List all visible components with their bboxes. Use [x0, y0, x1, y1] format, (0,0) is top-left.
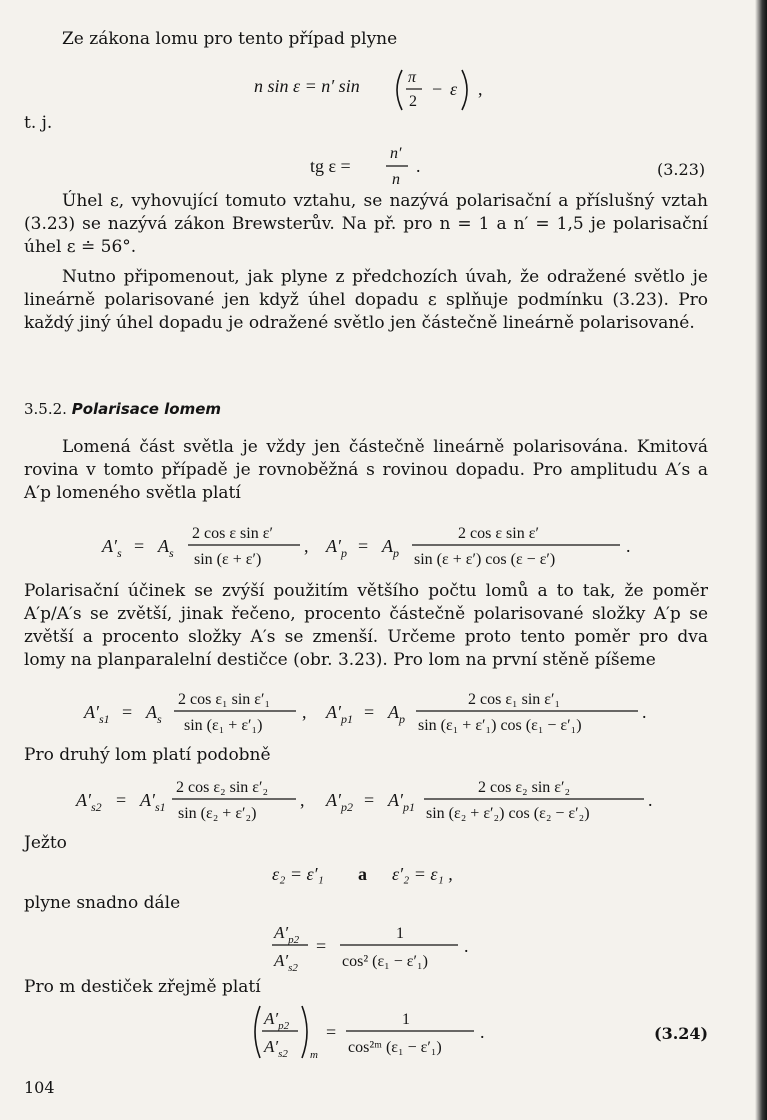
svg-text:1: 1 — [396, 925, 404, 942]
svg-text:ε: ε — [450, 79, 458, 99]
svg-text:A′s1: $A'_{s1}$ — [84, 702, 110, 726]
svg-text:1: 1 — [402, 1011, 410, 1028]
paragraph-lomena: Lomená část světla je vždy jen částečně lineárně polarisována. Kmitová rovina v tomto případě je rovnoběžná s rovinou dopadu. Pro amplitudu A′s a A′p lomeného světla platí — [24, 437, 708, 503]
label-3-24: (3.24) — [654, 1024, 709, 1043]
svg-text:=: = — [122, 702, 133, 722]
svg-text:.: . — [626, 536, 631, 556]
svg-text:A′s2: $A'_{s2}$ — [76, 790, 102, 814]
svg-text:ε′₂ = ε₁ ,: ε′₂ = ε₁ , — [392, 864, 453, 884]
paragraph-druhy: Pro druhý lom platí podobně — [24, 745, 271, 765]
svg-text:A′p1: $A'_{p1}$ — [326, 702, 353, 726]
svg-text:.: . — [416, 156, 421, 176]
section-title: Polarisace lomem — [71, 400, 222, 418]
svg-text:π: π — [408, 69, 417, 86]
svg-text:Ap: $A_p$ — [388, 702, 405, 726]
book-edge-shadow — [755, 0, 767, 1120]
equation-ratio — [268, 916, 488, 976]
svg-text:.: . — [642, 702, 647, 722]
svg-text:2 cos ε₂ sin ε′₂: 2 cos ε₂ sin ε′₂ — [478, 779, 571, 796]
svg-text:−: − — [432, 79, 443, 99]
svg-text:sin (ε₂ + ε′₂) cos (ε₂ − ε′₂): sin (ε₂ + ε′₂) cos (ε₂ − ε′₂) — [426, 805, 590, 822]
svg-text:,: , — [300, 790, 305, 810]
svg-text:n: n — [392, 171, 400, 188]
svg-text:=: = — [326, 1022, 337, 1042]
svg-text:Ap: $A_p$ — [382, 536, 399, 560]
svg-text:=: = — [358, 536, 369, 556]
intro-line: Ze zákona lomu pro tento případ plyne — [62, 29, 398, 49]
svg-text:As: $A_s$ — [158, 536, 174, 560]
svg-text:sin (ε₁ + ε′₁) cos (ε₁ − ε′₁): sin (ε₁ + ε′₁) cos (ε₁ − ε′₁) — [418, 717, 582, 734]
svg-text:A′s1: $A'_{s1}$ — [140, 790, 166, 814]
paragraph-nutno: Nutno připomenout, jak plyne z předchozích úvah, že odražené světlo je lineárně polarisované jen když úhel dopadu ε splňuje podmínku (3.23). Pro každý jiný úhel dopadu je odražené světlo jen částečně lineárně polarisované. — [24, 267, 708, 333]
paragraph-prom: Pro m destiček zřejmě platí — [24, 977, 261, 997]
equation-second-refraction — [74, 772, 664, 826]
svg-text:A′s2: $A'_{s2}$ — [264, 1037, 288, 1060]
svg-text:2 cos ε sin ε′: 2 cos ε sin ε′ — [192, 525, 273, 542]
svg-text:ε₂ = ε′₁: ε₂ = ε′₁ — [272, 864, 324, 884]
paragraph-uhel: Úhel ε, vyhovující tomuto vztahu, se nazývá polarisační a příslušný vztah (3.23) se nazývá zákon Brewsterův. Na př. pro n = 1 a n′ = 1,5 je polarisační úhel ε ≐ 56°. — [24, 191, 708, 257]
svg-text:sin (ε + ε′) cos (ε − ε′): sin (ε + ε′) cos (ε − ε′) — [414, 551, 556, 568]
svg-text:2 cos ε₂ sin ε′₂: 2 cos ε₂ sin ε′₂ — [176, 779, 269, 796]
eq1-lhs: n sin ε = n′ sin — [254, 76, 360, 96]
svg-text:.: . — [464, 936, 469, 956]
paragraph-plyne: plyne snadno dále — [24, 893, 181, 913]
equation-amplitudes — [100, 520, 660, 572]
svg-text:2 cos ε₁ sin ε′₁: 2 cos ε₁ sin ε′₁ — [178, 691, 271, 708]
svg-text:sin (ε₂ + ε′₂): sin (ε₂ + ε′₂) — [178, 805, 257, 822]
svg-text:=: = — [116, 790, 127, 810]
equation-3-23 — [306, 138, 456, 190]
svg-text:A′p: $A'_p$ — [326, 536, 347, 560]
equation-epsilon-relations — [268, 856, 488, 890]
svg-text:A′s2: $A'_{s2}$ — [274, 951, 298, 974]
svg-text:2 cos ε₁ sin ε′₁: 2 cos ε₁ sin ε′₁ — [468, 691, 561, 708]
svg-text:A′p2: $A'_{p2}$ — [326, 790, 353, 814]
svg-text:,: , — [304, 536, 309, 556]
svg-text:=: = — [364, 790, 375, 810]
svg-text:a: a — [358, 864, 367, 884]
svg-text:2: 2 — [409, 93, 417, 110]
section-number: 3.5.2. — [24, 400, 67, 418]
svg-text:=: = — [134, 536, 145, 556]
svg-text:=: = — [316, 936, 327, 956]
svg-text:As: $A_s$ — [146, 702, 162, 726]
svg-text:A′p2: $A'_{p2}$ — [264, 1009, 290, 1032]
svg-text:sin (ε + ε′): sin (ε + ε′) — [194, 551, 262, 568]
svg-text:A′p1: $A'_{p1}$ — [388, 790, 415, 814]
svg-text:.: . — [648, 790, 653, 810]
svg-text:n′: n′ — [390, 145, 402, 162]
paragraph-polar: Polarisační účinek se zvýší použitím většího počtu lomů a to tak, že poměr A′p/A′s se zvětší, jinak řečeno, procento částečně polarisované složky A′p se zvětší a procento složky A′s se zmenší. Určeme proto tento poměr pro dva lomy na planparalelní destičce (obr. 3.23). Pro lom na první stěně píšeme — [24, 581, 708, 670]
svg-text:cos²ᵐ (ε₁ − ε′₁): cos²ᵐ (ε₁ − ε′₁) — [348, 1039, 442, 1056]
svg-text:.: . — [480, 1022, 485, 1042]
svg-text:=: = — [364, 702, 375, 722]
label-3-23: (3.23) — [657, 160, 706, 179]
svg-text:sin (ε₁ + ε′₁): sin (ε₁ + ε′₁) — [184, 717, 263, 734]
svg-text:2 cos ε sin ε′: 2 cos ε sin ε′ — [458, 525, 539, 542]
equation-3-24 — [252, 1000, 502, 1066]
svg-text:cos² (ε₁ − ε′₁): cos² (ε₁ − ε′₁) — [342, 953, 428, 970]
svg-text:,: , — [302, 702, 307, 722]
svg-text:tg ε =: tg ε = — [310, 156, 351, 176]
paragraph-jezto: Ježto — [24, 833, 67, 853]
tj-label: t. j. — [24, 113, 53, 133]
equation-first-refraction — [82, 686, 662, 738]
snell-equation — [240, 58, 500, 116]
page-number: 104 — [24, 1078, 55, 1097]
svg-text:m: m — [310, 1049, 318, 1061]
svg-text:A′p2: $A'_{p2}$ — [274, 923, 300, 946]
section-heading — [24, 400, 221, 418]
svg-text:A′s: $A'_s$ — [102, 536, 122, 560]
svg-text:,: , — [478, 79, 483, 99]
